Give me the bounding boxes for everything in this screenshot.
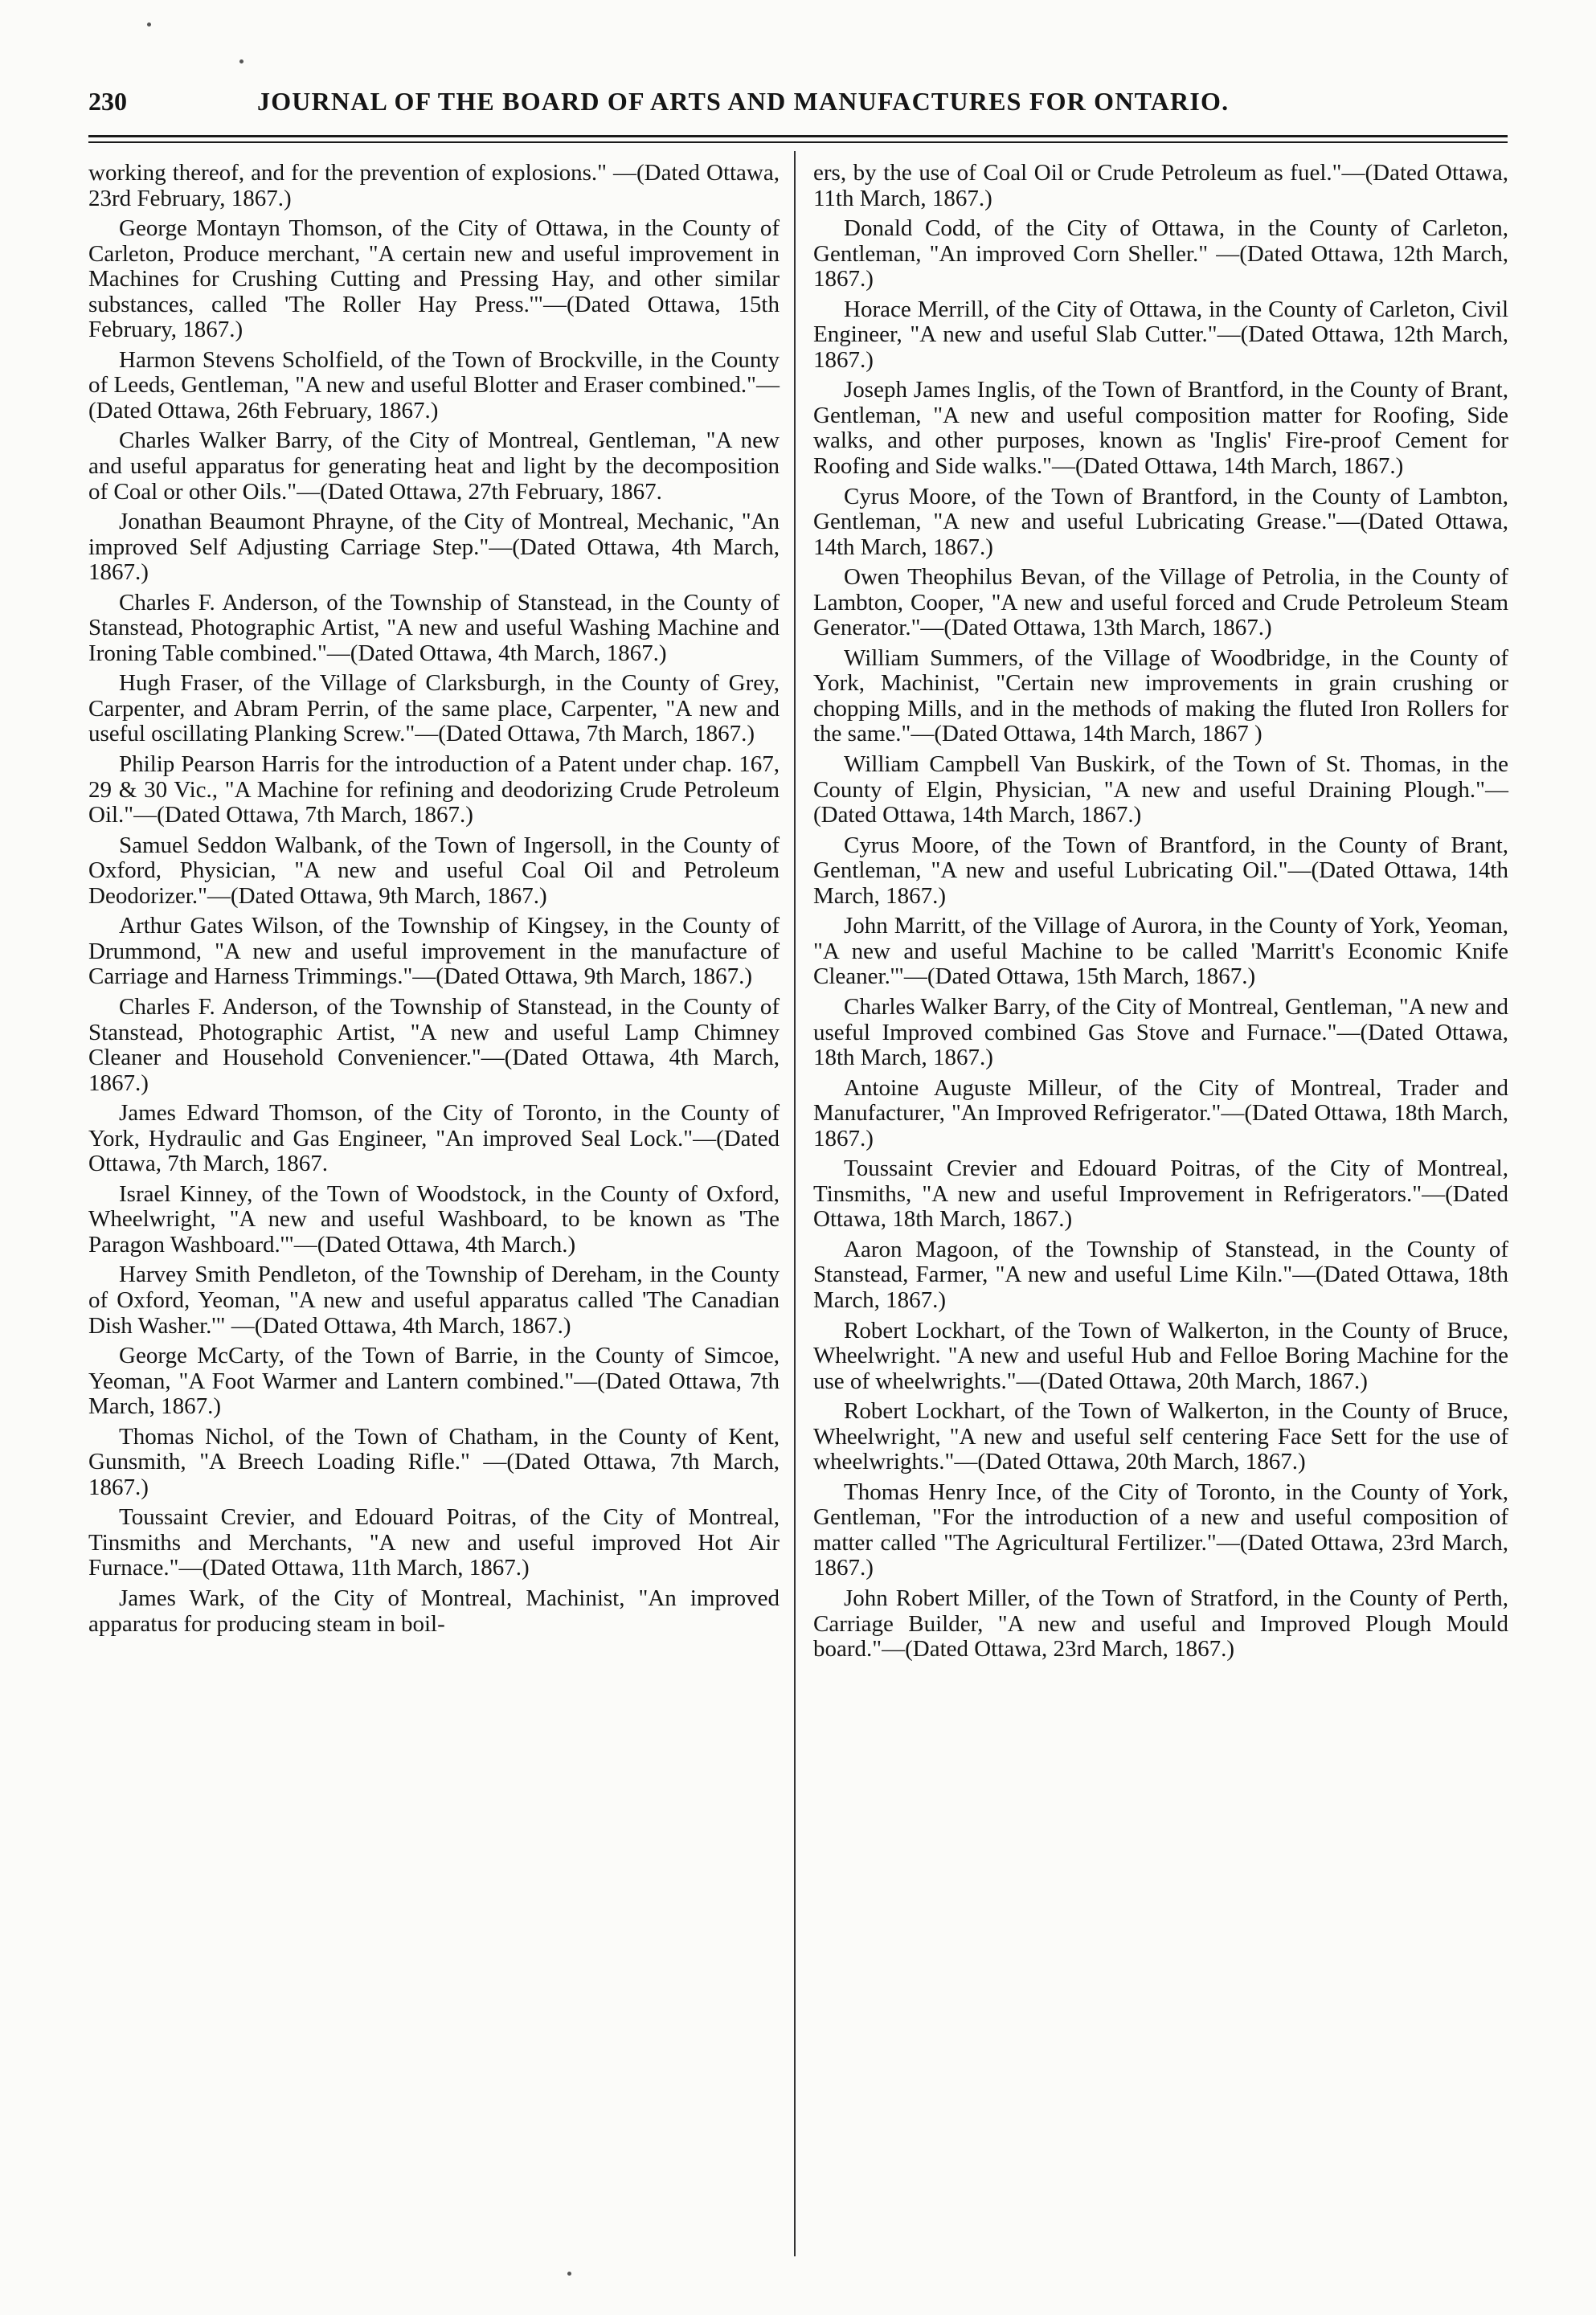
patent-entry: Robert Lockhart, of the Town of Walkerton, in the County of Bruce, Wheelwright, "A new and useful self centering Face Sett for the use of wheelwrights."—(Dated Ottawa, 20th March, 1867.): [813, 1398, 1508, 1475]
left-column: [88, 161, 780, 1642]
column-divider: [794, 151, 796, 2256]
page-number: 230: [88, 87, 127, 116]
patent-entry: John Marritt, of the Village of Aurora, in the County of York, Yeoman, "A new and useful Machine to be called 'Marritt's Economic Knife Cleaner.'"—(Dated Ottawa, 15th March, 1867.): [813, 913, 1508, 990]
patent-entry: Israel Kinney, of the Town of Woodstock, in the County of Oxford, Wheelwright, "A new and useful Washboard, to be known as 'The Paragon Washboard.'"—(Dated Ottawa, 4th March.): [88, 1180, 780, 1258]
patent-entry: Charles Walker Barry, of the City of Montreal, Gentleman, "A new and useful Improved combined Gas Stove and Furnace."—(Dated Ottawa, 18th March, 1867.): [813, 993, 1508, 1071]
patent-entry: Thomas Nichol, of the Town of Chatham, in the County of Kent, Gunsmith, "A Breech Loading Rifle." —(Dated Ottawa, 7th March, 1867.): [88, 1423, 780, 1500]
patent-entry: Owen Theophilus Bevan, of the Village of Petrolia, in the County of Lambton, Cooper, "A new and useful forced and Crude Petroleum Steam Generator."—(Dated Ottawa, 13th March, 1867.): [813, 564, 1508, 641]
patent-entry: Charles Walker Barry, of the City of Montreal, Gentleman, "A new and useful apparatus for generating heat and light by the decomposition of Coal or other Oils."—(Dated Ottawa, 27th February, 1867.: [88, 427, 780, 505]
patent-entry: Cyrus Moore, of the Town of Brantford, in the County of Lambton, Gentleman, "A new and useful Lubricating Grease."—(Dated Ottawa, 14th March, 1867.): [813, 483, 1508, 560]
patent-entry: Philip Pearson Harris for the introduction of a Patent under chap. 167, 29 & 30 Vic., "A Machine for refining and deodorizing Crude Petroleum Oil."—(Dated Ottawa, 7th March, 1867.): [88, 751, 780, 828]
patent-entry: Toussaint Crevier, and Edouard Poitras, of the City of Montreal, Tinsmiths and Merchants, "A new and useful improved Hot Air Furnace."—(Dated Ottawa, 11th March, 1867.): [88, 1504, 780, 1581]
patent-entry: John Robert Miller, of the Town of Stratford, in the County of Perth, Carriage Builder, "A new and useful and Improved Plough Mould board."—(Dated Ottawa, 23rd March, 1867.): [813, 1585, 1508, 1663]
patent-entry: ers, by the use of Coal Oil or Crude Petroleum as fuel."—(Dated Ottawa, 11th March, 1867.): [813, 160, 1508, 211]
patent-entry: Horace Merrill, of the City of Ottawa, in the County of Carleton, Civil Engineer, "A new and useful Slab Cutter."—(Dated Ottawa, 12th March, 1867.): [813, 296, 1508, 373]
patent-entry: Harmon Stevens Scholfield, of the Town of Brockville, in the County of Leeds, Gentleman, "A new and useful Blotter and Eraser combined."—(Dated Ottawa, 26th February, 1867.): [88, 346, 780, 423]
patent-entry: William Summers, of the Village of Woodbridge, in the County of York, Machinist, "Certain new improvements in grain crushing or chopping Mills, and in the methods of making the fluted Iron Rollers for the same."—(Dated Ottawa, 14th March, 1867 ): [813, 644, 1508, 747]
patent-entry: James Edward Thomson, of the City of Toronto, in the County of York, Hydraulic and Gas Engineer, "An improved Seal Lock."—(Dated Ottawa, 7th March, 1867.: [88, 1100, 780, 1177]
header-rule-top: [88, 135, 1508, 137]
patent-entry: Arthur Gates Wilson, of the Township of Kingsey, in the County of Drummond, "A new and useful improvement in the manufacture of Carriage and Harness Trimmings."—(Dated Ottawa, 9th March, 1867.): [88, 913, 780, 990]
patent-entry: working thereof, and for the prevention of explosions." —(Dated Ottawa, 23rd February, 1867.): [88, 160, 780, 211]
patent-entry: Aaron Magoon, of the Township of Stanstead, in the County of Stanstead, Farmer, "A new and useful Lime Kiln."—(Dated Ottawa, 18th March, 1867.): [813, 1236, 1508, 1313]
print-speck: [239, 59, 243, 63]
patent-entry: Donald Codd, of the City of Ottawa, in the County of Carleton, Gentleman, "An improved Corn Sheller." —(Dated Ottawa, 12th March, 1867.): [813, 215, 1508, 292]
right-column: [813, 161, 1508, 1667]
running-title: JOURNAL OF THE BOARD OF ARTS AND MANUFACTURES FOR ONTARIO.: [257, 87, 1230, 116]
header-rule-bottom: [88, 141, 1508, 143]
patent-entry: James Wark, of the City of Montreal, Machinist, "An improved apparatus for producing steam in boil-: [88, 1585, 780, 1637]
patent-entry: Harvey Smith Pendleton, of the Township of Dereham, in the County of Oxford, Yeoman, "A new and useful apparatus called 'The Canadian Dish Washer.'" —(Dated Ottawa, 4th March, 1867.): [88, 1262, 780, 1339]
patent-entry: George Montayn Thomson, of the City of Ottawa, in the County of Carleton, Produce merchant, "A certain new and useful improvement in Machines for Crushing Cutting and Pressing Hay, and other similar substances, called 'The Roller Hay Press.'"—(Dated Ottawa, 15th February, 1867.): [88, 215, 780, 343]
patent-entry: Samuel Seddon Walbank, of the Town of Ingersoll, in the County of Oxford, Physician, "A new and useful Coal Oil and Petroleum Deodorizer."—(Dated Ottawa, 9th March, 1867.): [88, 832, 780, 909]
patent-entry: George McCarty, of the Town of Barrie, in the County of Simcoe, Yeoman, "A Foot Warmer and Lantern combined."—(Dated Ottawa, 7th March, 1867.): [88, 1343, 780, 1420]
patent-entry: Charles F. Anderson, of the Township of Stanstead, in the County of Stanstead, Photographic Artist, "A new and useful Washing Machine and Ironing Table combined."—(Dated Ottawa, 4th March, 1867.): [88, 589, 780, 666]
print-speck: [567, 2272, 571, 2276]
print-speck: [147, 22, 151, 27]
patent-entry: Toussaint Crevier and Edouard Poitras, of the City of Montreal, Tinsmiths, "A new and useful Improvement in Refrigerators."—(Dated Ottawa, 18th March, 1867.): [813, 1155, 1508, 1233]
patent-entry: Hugh Fraser, of the Village of Clarksburgh, in the County of Grey, Carpenter, and Abram Perrin, of the same place, Carpenter, "A new and useful oscillating Planking Screw."—(Dated Ottawa, 7th March, 1867.): [88, 670, 780, 747]
patent-entry: Charles F. Anderson, of the Township of Stanstead, in the County of Stanstead, Photographic Artist, "A new and useful Lamp Chimney Cleaner and Household Conveniencer."—(Dated Ottawa, 4th March, 1867.): [88, 993, 780, 1096]
patent-entry: Joseph James Inglis, of the Town of Brantford, in the County of Brant, Gentleman, "A new and useful composition matter for Roofing, Side walks, and other purposes, known as 'Inglis' Fire-proof Cement for Roofing and Side walks."—(Dated Ottawa, 14th March, 1867.): [813, 377, 1508, 480]
page-header: [88, 87, 1508, 122]
patent-entry: Robert Lockhart, of the Town of Walkerton, in the County of Bruce, Wheelwright. "A new and useful Hub and Felloe Boring Machine for the use of wheelwrights."—(Dated Ottawa, 20th March, 1867.): [813, 1317, 1508, 1394]
patent-entry: William Campbell Van Buskirk, of the Town of St. Thomas, in the County of Elgin, Physician, "A new and useful Draining Plough."—(Dated Ottawa, 14th March, 1867.): [813, 751, 1508, 828]
patent-entry: Antoine Auguste Milleur, of the City of Montreal, Trader and Manufacturer, "An Improved Refrigerator."—(Dated Ottawa, 18th March, 1867.): [813, 1074, 1508, 1151]
patent-entry: Cyrus Moore, of the Town of Brantford, in the County of Brant, Gentleman, "A new and useful Lubricating Oil."—(Dated Ottawa, 14th March, 1867.): [813, 832, 1508, 909]
patent-entry: Thomas Henry Ince, of the City of Toronto, in the County of York, Gentleman, "For the introduction of a new and useful composition of matter called "The Agricultural Fertilizer."—(Dated Ottawa, 23rd March, 1867.): [813, 1479, 1508, 1581]
patent-entry: Jonathan Beaumont Phrayne, of the City of Montreal, Mechanic, "An improved Self Adjusting Carriage Step."—(Dated Ottawa, 4th March, 1867.): [88, 509, 780, 586]
